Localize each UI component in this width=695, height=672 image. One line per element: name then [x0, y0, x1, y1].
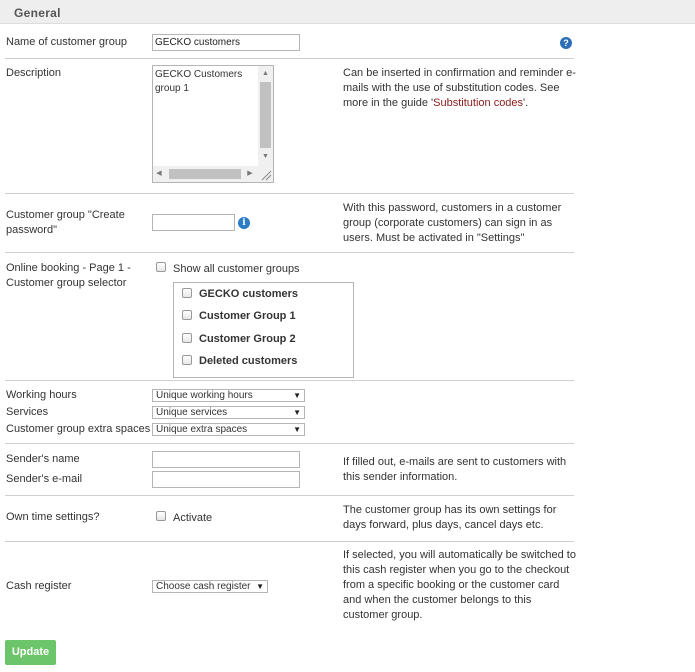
name-label: Name of customer group [6, 36, 128, 48]
password-input[interactable] [152, 214, 235, 231]
dropdown-caret-icon: ▼ [256, 582, 264, 591]
divider [5, 443, 574, 444]
section-header [0, 0, 695, 24]
substitution-codes-link[interactable]: Substitution codes [433, 97, 524, 109]
dropdown-caret-icon: ▼ [293, 425, 301, 434]
group-checkbox[interactable] [182, 310, 192, 320]
horizontal-scroll-thumb[interactable] [169, 169, 241, 179]
working-hours-label: Working hours [6, 389, 77, 401]
online-booking-label-line2: Customer group selector [6, 277, 127, 289]
help-icon[interactable]: ? [560, 37, 572, 49]
time-settings-label: Own time settings? [6, 511, 100, 523]
working-hours-value: Unique working hours [156, 390, 253, 401]
show-all-groups-checkbox[interactable] [156, 262, 166, 272]
divider [5, 252, 574, 253]
group-label: Deleted customers [199, 355, 298, 367]
group-label: Customer Group 2 [199, 333, 296, 345]
dropdown-caret-icon: ▼ [293, 408, 301, 417]
services-select[interactable] [152, 406, 305, 419]
vertical-scrollbar[interactable] [258, 66, 273, 166]
sender-note-line1: If filled out, e-mails are sent to customers with [343, 456, 567, 468]
group-label: Customer Group 1 [199, 310, 296, 322]
scroll-right-icon[interactable]: ▶ [247, 170, 253, 177]
sender-note-line2: this sender information. [343, 471, 458, 483]
cash-register-note-line4: and when the customer belongs to this [343, 594, 532, 606]
divider [5, 541, 574, 542]
password-label-line1: Customer group "Create [6, 209, 125, 221]
description-text-line2: group 1 [155, 83, 189, 94]
description-note-line3: more in the guide 'Substitution codes'. [343, 97, 529, 109]
description-label: Description [6, 67, 62, 79]
cash-register-label: Cash register [6, 580, 72, 592]
vertical-scroll-thumb[interactable] [260, 82, 271, 148]
services-label: Services [6, 406, 49, 418]
scroll-up-icon[interactable]: ▲ [262, 70, 269, 77]
services-value: Unique services [156, 407, 228, 418]
section-title: General [14, 6, 61, 20]
extra-spaces-value: Unique extra spaces [156, 424, 248, 435]
divider [5, 58, 574, 59]
scroll-left-icon[interactable]: ◀ [156, 170, 162, 177]
extra-spaces-select[interactable] [152, 423, 305, 436]
activate-checkbox[interactable] [156, 511, 166, 521]
sender-email-input[interactable] [152, 471, 300, 488]
cash-register-note-line5: customer group. [343, 609, 423, 621]
group-checkbox[interactable] [182, 355, 192, 365]
resize-grip-icon[interactable] [258, 166, 273, 182]
divider [5, 193, 574, 194]
cash-register-note-line2: this cash register when you go to the checkout [343, 564, 570, 576]
description-note-line1: Can be inserted in confirmation and reminder e- [343, 67, 576, 79]
sender-name-input[interactable] [152, 451, 300, 468]
dropdown-caret-icon: ▼ [293, 391, 301, 400]
working-hours-select[interactable] [152, 389, 305, 402]
activate-label: Activate [173, 512, 213, 524]
password-note-line3: users. Must be activated in "Settings" [343, 232, 525, 244]
time-settings-note-line2: days forward, plus days, cancel days etc. [343, 519, 544, 531]
password-note-line2: group (corporate customers) can sign in as [343, 217, 553, 229]
divider [5, 380, 574, 381]
cash-register-note-line1: If selected, you will automatically be switched to [343, 549, 576, 561]
name-input[interactable] [152, 34, 300, 51]
scroll-down-icon[interactable]: ▼ [262, 153, 269, 160]
cash-register-note-line3: from a specific booking or the customer card [343, 579, 560, 591]
description-text-line1: GECKO Customers [155, 69, 243, 80]
description-textarea[interactable] [152, 65, 274, 183]
extra-spaces-label: Customer group extra spaces [6, 423, 151, 435]
online-booking-label-line1: Online booking - Page 1 - [6, 262, 131, 274]
horizontal-scrollbar[interactable] [153, 166, 258, 182]
password-note-line1: With this password, customers in a customer [343, 202, 562, 214]
password-label-line2: password" [6, 224, 57, 236]
divider [5, 495, 574, 496]
description-note-line2: mails with the use of substitution codes. See [343, 82, 560, 94]
show-all-groups-label: Show all customer groups [173, 263, 300, 275]
sender-email-label: Sender's e-mail [6, 473, 83, 485]
cash-register-value: Choose cash register [156, 581, 251, 592]
group-checkbox[interactable] [182, 288, 192, 298]
time-settings-note-line1: The customer group has its own settings for [343, 504, 557, 516]
cash-register-select[interactable] [152, 580, 268, 593]
sender-name-label: Sender's name [6, 453, 80, 465]
update-button[interactable]: Update [5, 640, 56, 665]
group-label: GECKO customers [199, 288, 299, 300]
info-icon[interactable]: i [238, 217, 250, 229]
group-checkbox[interactable] [182, 333, 192, 343]
